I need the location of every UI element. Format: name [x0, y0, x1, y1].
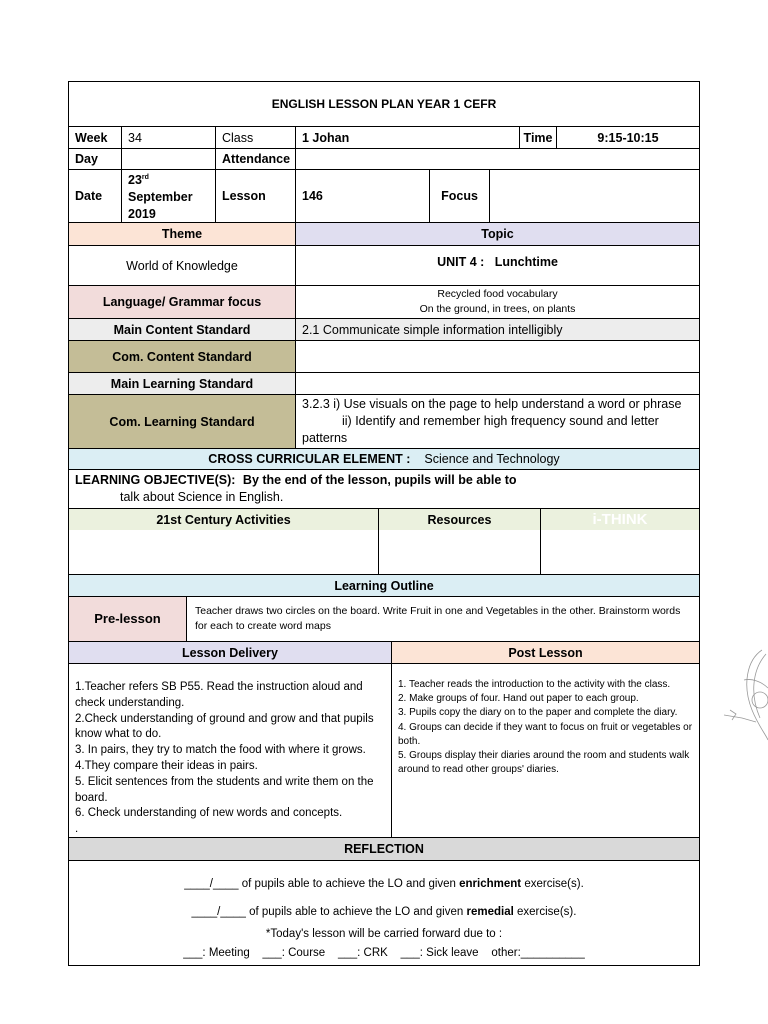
lesson-delivery-label: Lesson Delivery	[69, 642, 392, 663]
cross-curricular-label: CROSS CURRICULAR ELEMENT :	[208, 452, 411, 466]
activities-value	[69, 530, 379, 574]
day-value	[122, 149, 216, 169]
main-content-row	[69, 319, 699, 341]
time-value: 9:15-10:15	[597, 130, 659, 145]
main-learning-row	[69, 373, 699, 395]
language-focus-label: Language/ Grammar focus	[69, 286, 296, 318]
ithink-label: i-THINK	[541, 509, 699, 530]
title-row	[69, 82, 699, 127]
resources-value	[379, 530, 541, 574]
com-learning-line-3: patterns	[302, 431, 348, 445]
lesson-delivery-list	[69, 664, 392, 837]
com-content-value	[296, 341, 699, 372]
cross-curricular-value: Science and Technology	[424, 452, 560, 466]
objective-text: talk about Science in English.	[120, 490, 284, 504]
lesson-value: 146	[296, 170, 430, 222]
pre-lesson-row	[69, 597, 699, 642]
activities-header-row	[69, 509, 699, 530]
com-learning-value	[296, 395, 699, 448]
cross-curricular-cell	[69, 449, 699, 469]
delivery-step: 3. In pairs, they try to match the food with where it grows.	[75, 744, 366, 757]
delivery-step: 4.They compare their ideas in pairs.	[75, 759, 258, 772]
class-label: Class	[216, 127, 296, 148]
main-content-value: 2.1 Communicate simple information intelligibly	[296, 319, 699, 340]
post-lesson-step: 5. Groups display their diaries around the room and students walk around to read other groups' diaries.	[398, 750, 690, 776]
focus-label: Focus	[430, 170, 490, 222]
date-value	[122, 170, 216, 222]
learning-objective-row	[69, 470, 699, 509]
attendance-label: Attendance	[216, 149, 296, 169]
resources-label: Resources	[379, 509, 541, 530]
language-focus-line-1: Recycled food vocabulary	[437, 288, 558, 300]
cross-curricular-row	[69, 449, 699, 470]
class-value: 1 Johan	[296, 127, 520, 148]
activities-label: 21st Century Activities	[69, 509, 379, 530]
reflection-remedial-line: ____/____ of pupils able to achieve the LO and given remedial exercise(s).	[191, 906, 577, 918]
delivery-step: 2.Check understanding of ground and grow and that pupils know what to do.	[75, 712, 374, 741]
com-learning-line-2: ii) Identify and remember high frequency sound and letter	[342, 414, 659, 428]
lesson-plan-table	[68, 81, 700, 966]
reflection-reasons: ___: Meeting ___: Course ___: CRK ___: Sick leave other:__________	[183, 947, 585, 959]
delivery-row	[69, 664, 699, 838]
date-month: September	[128, 190, 193, 205]
language-focus-line-2: On the ground, in trees, on plants	[419, 303, 576, 315]
page-title: ENGLISH LESSON PLAN YEAR 1 CEFR	[271, 97, 497, 111]
post-lesson-list	[392, 664, 699, 837]
language-focus-value	[296, 286, 699, 318]
delivery-step: 1.Teacher refers SB P55. Read the instruction aloud and check understanding.	[75, 681, 363, 709]
theme-label: Theme	[69, 223, 296, 245]
learning-objective-cell	[69, 470, 699, 508]
date-year: 2019	[128, 207, 156, 222]
theme-topic-header	[69, 223, 699, 246]
main-content-label: Main Content Standard	[69, 319, 296, 340]
theme-value: World of Knowledge	[69, 246, 296, 285]
com-content-row	[69, 341, 699, 373]
objective-intro: By the end of the lesson, pupils will be able to	[242, 473, 517, 487]
decorative-sketch-icon	[722, 640, 768, 750]
com-learning-row	[69, 395, 699, 449]
learning-outline-label: Learning Outline	[334, 578, 434, 593]
reflection-header-row	[69, 838, 699, 861]
attendance-value	[296, 149, 699, 169]
activities-row	[69, 530, 699, 575]
post-lesson-step: 4. Groups can decide if they want to focus on fruit or vegetables or both.	[398, 721, 693, 747]
reflection-cell	[69, 861, 699, 965]
com-learning-label: Com. Learning Standard	[69, 395, 296, 448]
post-lesson-label: Post Lesson	[392, 642, 699, 663]
com-content-label: Com. Content Standard	[69, 341, 296, 372]
topic-value: UNIT 4 : Lunchtime	[437, 255, 558, 269]
language-focus-row	[69, 286, 699, 319]
post-lesson-step: 1. Teacher reads the introduction to the activity with the class.	[398, 679, 671, 690]
reflection-enrichment-line: ____/____ of pupils able to achieve the LO and given enrichment exercise(s).	[184, 878, 584, 890]
learning-outline-row	[69, 575, 699, 597]
pre-lesson-text: Teacher draws two circles on the board. Write Fruit in one and Vegetables in the other. Brainstorm words for each to create word maps	[195, 605, 681, 632]
pre-lesson-label: Pre-lesson	[69, 597, 187, 641]
reflection-carried-forward: *Today's lesson will be carried forward due to :	[265, 928, 503, 940]
week-label: Week	[69, 127, 122, 148]
post-lesson-step: 2. Make groups of four. Hand out paper to each group.	[398, 693, 639, 705]
ithink-value	[541, 530, 699, 574]
week-row	[69, 127, 699, 149]
day-label: Day	[69, 149, 122, 169]
focus-value	[490, 170, 699, 222]
date-day: 23	[128, 173, 142, 188]
delivery-header-row	[69, 642, 699, 664]
post-lesson-step: 3. Pupils copy the diary on to the paper and complete the diary.	[398, 707, 678, 719]
date-label: Date	[69, 170, 122, 222]
delivery-step: 6. Check understanding of new words and concepts.	[75, 807, 343, 820]
reflection-body	[69, 861, 699, 965]
topic-label: Topic	[296, 223, 699, 245]
lesson-label: Lesson	[216, 170, 296, 222]
com-learning-line-1: 3.2.3 i) Use visuals on the page to help understand a word or phrase	[302, 397, 682, 411]
theme-topic-row	[69, 246, 699, 286]
date-suffix: rd	[141, 173, 149, 181]
objective-label: LEARNING OBJECTIVE(S):	[75, 473, 236, 487]
delivery-step: .	[75, 823, 79, 836]
main-learning-label: Main Learning Standard	[69, 373, 296, 394]
day-row	[69, 149, 699, 170]
time-label: Time	[520, 127, 557, 148]
date-row	[69, 170, 699, 223]
week-value: 34	[122, 127, 216, 148]
delivery-step: 5. Elicit sentences from the students and write them on the board.	[75, 775, 374, 804]
reflection-label: REFLECTION	[344, 842, 424, 856]
main-learning-value	[296, 373, 699, 394]
